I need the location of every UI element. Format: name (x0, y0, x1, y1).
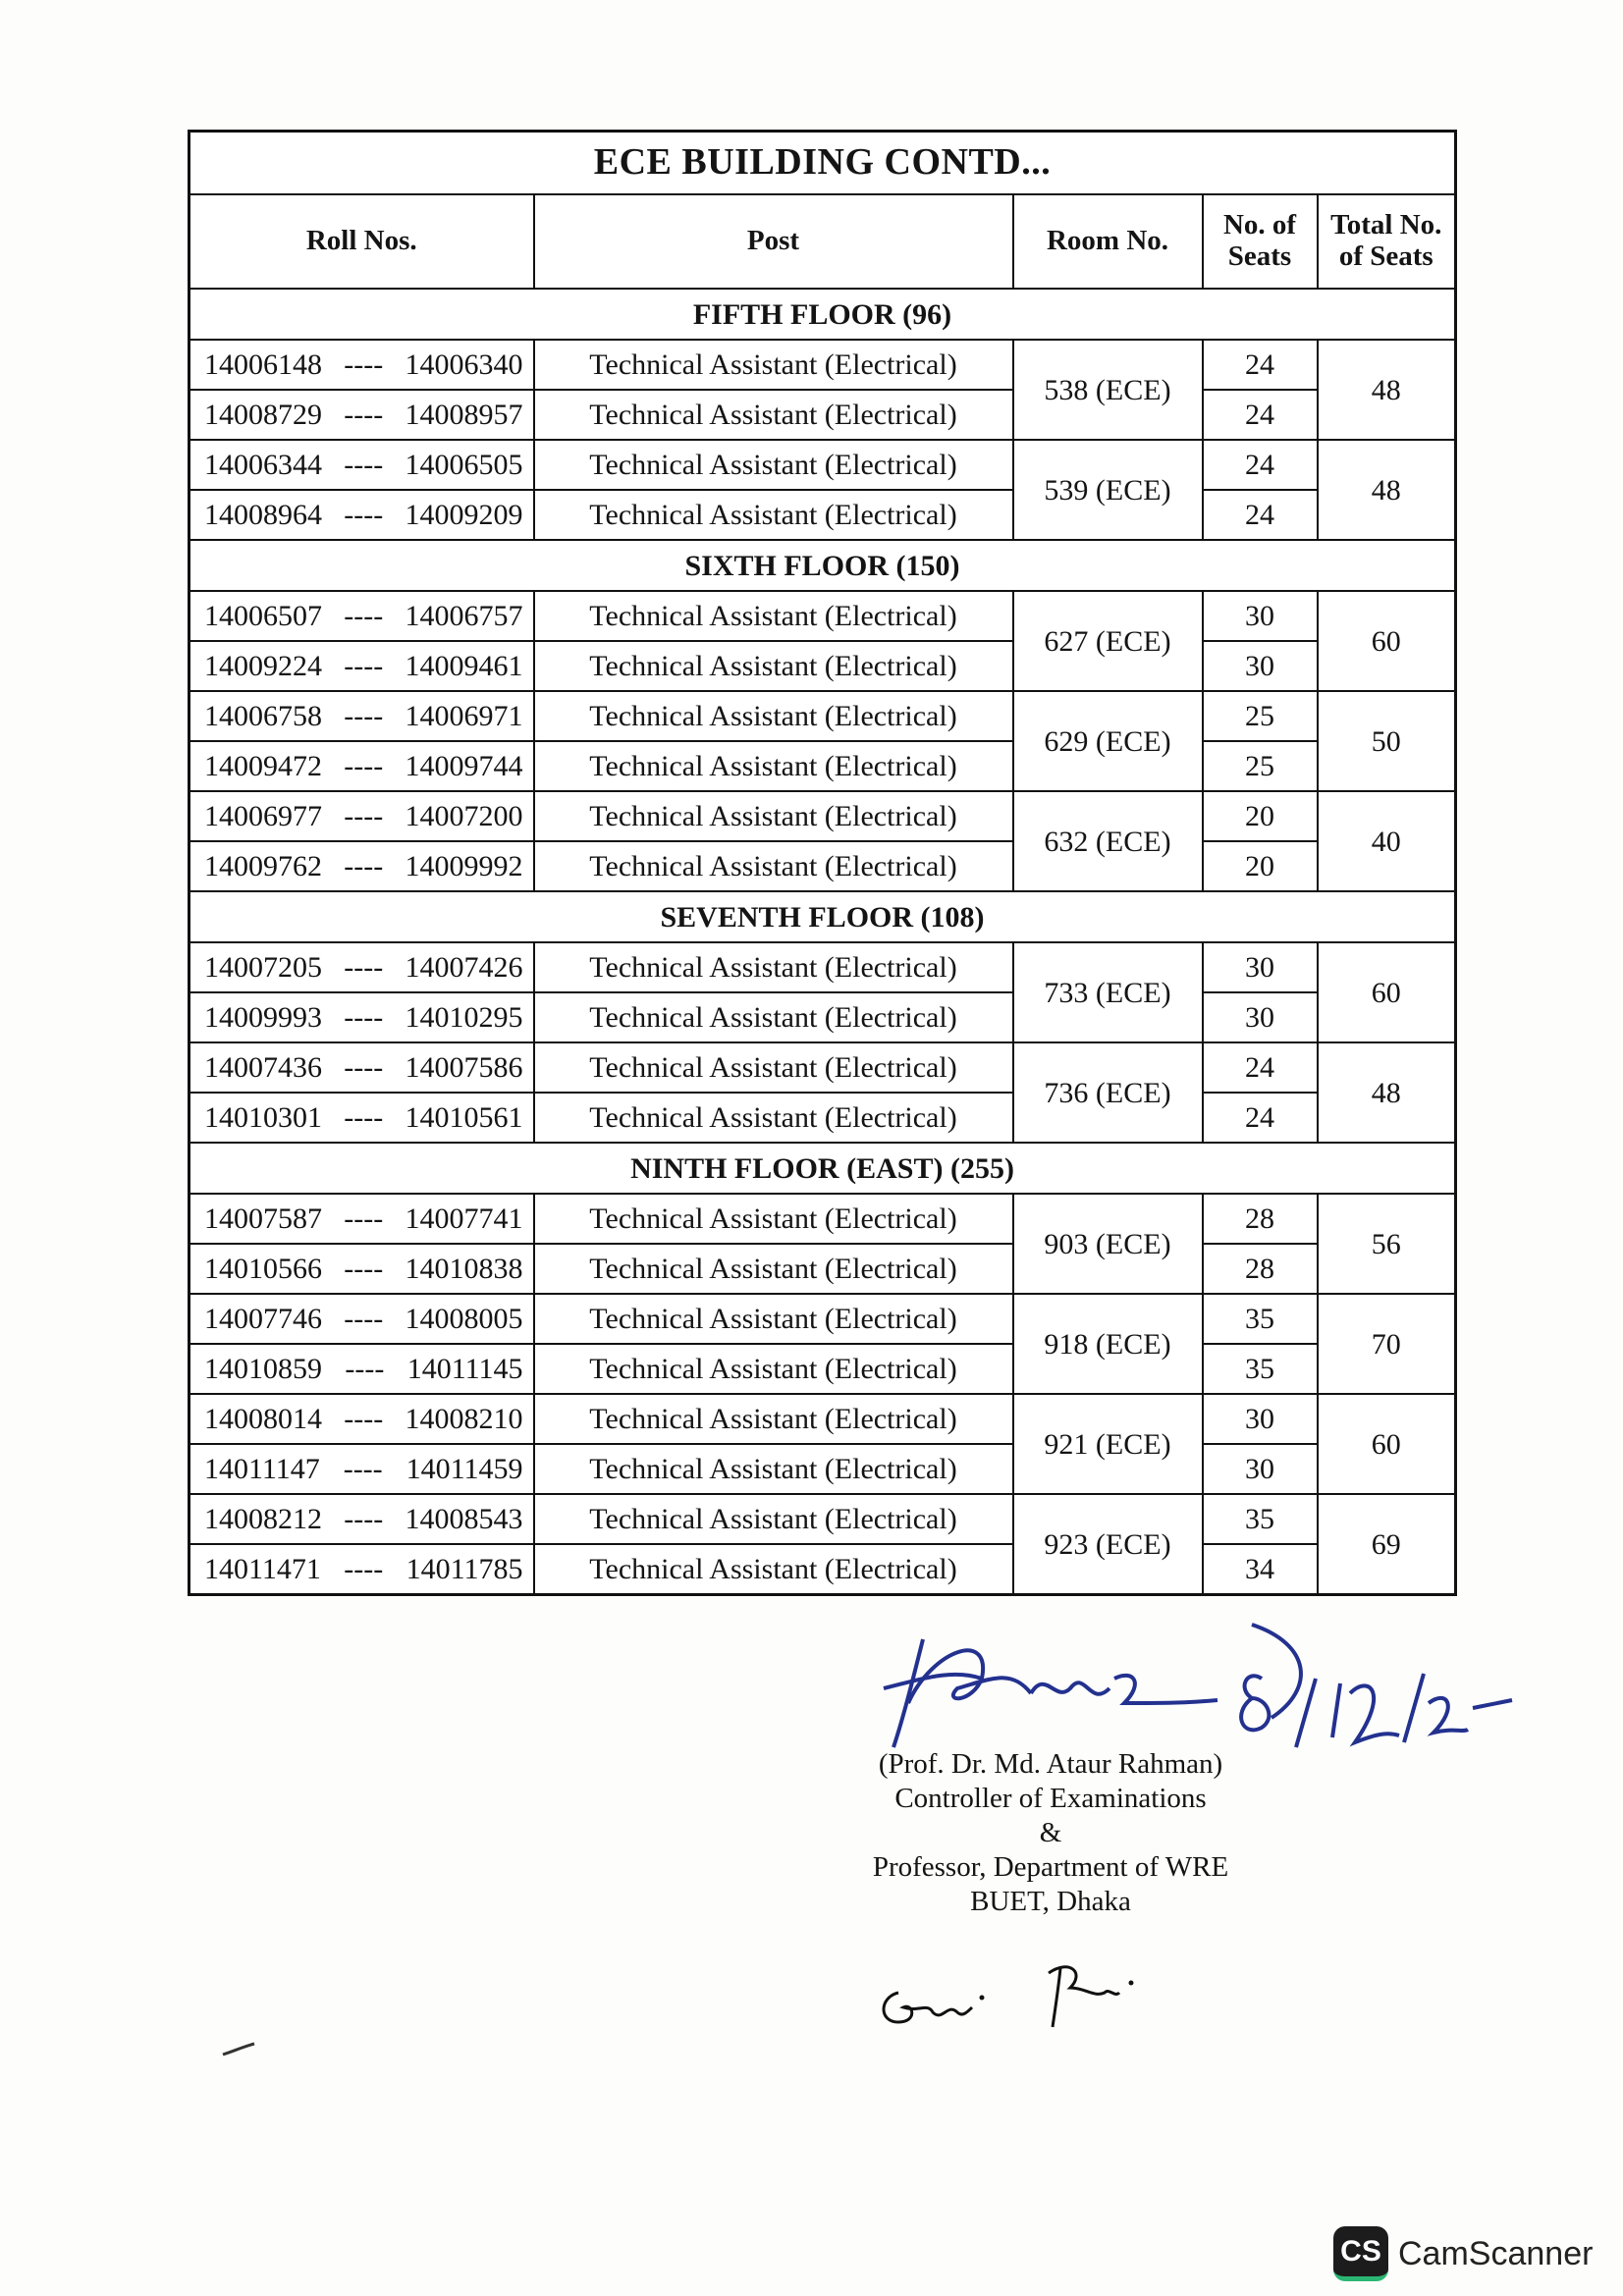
room-cell: 736 (ECE) (1013, 1042, 1203, 1143)
roll-separator: ---- (344, 449, 384, 481)
roll-separator: ---- (344, 1503, 384, 1535)
roll-from: 14010301 (204, 1101, 322, 1134)
roll-to: 14008957 (405, 399, 523, 431)
roll-separator: ---- (344, 650, 384, 682)
roll-range-cell (189, 791, 534, 841)
signatory-organization: BUET, Dhaka (970, 1886, 1131, 1917)
table-row (189, 1344, 1456, 1394)
roll-from: 14006344 (204, 449, 322, 481)
seats-cell: 25 (1203, 691, 1318, 741)
post-cell: Technical Assistant (Electrical) (534, 992, 1013, 1042)
roll-separator: ---- (344, 1553, 384, 1585)
roll-separator: ---- (344, 850, 384, 882)
post-cell: Technical Assistant (Electrical) (534, 1194, 1013, 1244)
roll-range (190, 1453, 533, 1485)
roll-from: 14008212 (204, 1503, 322, 1535)
roll-separator: ---- (344, 951, 384, 984)
room-cell: 733 (ECE) (1013, 942, 1203, 1042)
roll-separator: ---- (344, 1051, 384, 1084)
roll-from: 14007746 (204, 1303, 322, 1335)
roll-to: 14007200 (405, 800, 523, 832)
room-cell: 627 (ECE) (1013, 591, 1203, 691)
roll-from: 14010859 (204, 1353, 322, 1385)
roll-from: 14007205 (204, 951, 322, 984)
table-row (189, 741, 1456, 791)
room-cell: 918 (ECE) (1013, 1294, 1203, 1394)
roll-range-cell (189, 1244, 534, 1294)
roll-from: 14011147 (204, 1453, 320, 1485)
signature-scribble (864, 1610, 1257, 1757)
roll-range (190, 1303, 533, 1335)
roll-from: 14006977 (204, 800, 322, 832)
seats-cell: 24 (1203, 390, 1318, 440)
roll-range-cell (189, 741, 534, 791)
floor-heading: SEVENTH FLOOR (108) (189, 891, 1456, 942)
roll-from: 14009224 (204, 650, 322, 682)
header-room-no: Room No. (1013, 194, 1203, 289)
header-roll-nos: Roll Nos. (189, 194, 534, 289)
header-no-of-seats-line1: No. of (1222, 209, 1297, 241)
seats-cell: 25 (1203, 741, 1318, 791)
post-cell: Technical Assistant (Electrical) (534, 791, 1013, 841)
seats-cell: 30 (1203, 992, 1318, 1042)
post-cell: Technical Assistant (Electrical) (534, 1444, 1013, 1494)
table-body (189, 289, 1456, 1595)
roll-range (190, 1001, 533, 1034)
roll-range (190, 600, 533, 632)
roll-separator: ---- (344, 600, 384, 632)
roll-range (190, 1503, 533, 1535)
roll-to: 14008543 (405, 1503, 523, 1535)
roll-range-cell (189, 1494, 534, 1544)
post-cell: Technical Assistant (Electrical) (534, 1544, 1013, 1595)
total-seats-cell: 48 (1318, 1042, 1456, 1143)
roll-from: 14009762 (204, 850, 322, 882)
roll-to: 14011459 (406, 1453, 523, 1485)
roll-to: 14006971 (405, 700, 523, 732)
roll-from: 14006507 (204, 600, 322, 632)
total-seats-cell: 70 (1318, 1294, 1456, 1394)
total-seats-cell: 60 (1318, 942, 1456, 1042)
seats-cell: 24 (1203, 340, 1318, 390)
roll-separator: ---- (345, 1353, 385, 1385)
roll-range (190, 1353, 533, 1385)
table-row (189, 942, 1456, 992)
total-seats-cell: 56 (1318, 1194, 1456, 1294)
roll-to: 14007741 (405, 1202, 523, 1235)
post-cell: Technical Assistant (Electrical) (534, 390, 1013, 440)
signatory-name: (Prof. Dr. Md. Ataur Rahman) (878, 1748, 1223, 1780)
roll-to: 14009992 (405, 850, 523, 882)
post-cell: Technical Assistant (Electrical) (534, 741, 1013, 791)
total-seats-cell: 50 (1318, 691, 1456, 791)
table-row (189, 691, 1456, 741)
roll-range (190, 1202, 533, 1235)
header-total-seats-line2: of Seats (1338, 240, 1434, 272)
roll-range (190, 1403, 533, 1435)
roll-range-cell (189, 340, 534, 390)
room-cell: 538 (ECE) (1013, 340, 1203, 440)
seats-cell: 30 (1203, 641, 1318, 691)
total-seats-cell: 48 (1318, 340, 1456, 440)
roll-to: 14009744 (405, 750, 523, 782)
roll-to: 14008005 (405, 1303, 523, 1335)
post-cell: Technical Assistant (Electrical) (534, 1093, 1013, 1143)
room-cell: 539 (ECE) (1013, 440, 1203, 540)
post-cell: Technical Assistant (Electrical) (534, 1294, 1013, 1344)
roll-separator: ---- (344, 750, 384, 782)
seats-cell: 35 (1203, 1344, 1318, 1394)
header-total-seats (1318, 194, 1456, 289)
roll-range-cell (189, 992, 534, 1042)
initials-scribble (874, 1953, 1168, 2032)
post-cell: Technical Assistant (Electrical) (534, 340, 1013, 390)
floor-heading: NINTH FLOOR (EAST) (255) (189, 1143, 1456, 1194)
seat-plan-table (188, 130, 1457, 1596)
roll-range (190, 850, 533, 882)
roll-separator: ---- (344, 1253, 384, 1285)
post-cell: Technical Assistant (Electrical) (534, 942, 1013, 992)
table-row (189, 1394, 1456, 1444)
roll-separator: ---- (344, 1001, 384, 1034)
seats-cell: 28 (1203, 1244, 1318, 1294)
roll-from: 14006758 (204, 700, 322, 732)
seats-cell: 30 (1203, 1394, 1318, 1444)
roll-range (190, 650, 533, 682)
room-cell: 629 (ECE) (1013, 691, 1203, 791)
table-row (189, 1444, 1456, 1494)
table-row (189, 390, 1456, 440)
header-no-of-seats-line2: Seats (1227, 240, 1292, 272)
roll-range-cell (189, 1394, 534, 1444)
roll-separator: ---- (344, 399, 384, 431)
table-row (189, 1194, 1456, 1244)
room-cell: 921 (ECE) (1013, 1394, 1203, 1494)
roll-from: 14010566 (204, 1253, 322, 1285)
post-cell: Technical Assistant (Electrical) (534, 1244, 1013, 1294)
roll-range-cell (189, 942, 534, 992)
roll-separator: ---- (344, 800, 384, 832)
roll-to: 14006757 (405, 600, 523, 632)
table-row (189, 992, 1456, 1042)
signature-block (844, 1747, 1257, 1919)
post-cell: Technical Assistant (Electrical) (534, 1394, 1013, 1444)
roll-range-cell (189, 390, 534, 440)
roll-to: 14007586 (405, 1051, 523, 1084)
roll-from: 14011471 (204, 1553, 321, 1585)
roll-from: 14008729 (204, 399, 322, 431)
roll-range (190, 399, 533, 431)
table-row (189, 1042, 1456, 1093)
header-no-of-seats (1203, 194, 1318, 289)
post-cell: Technical Assistant (Electrical) (534, 1494, 1013, 1544)
roll-separator: ---- (344, 1403, 384, 1435)
roll-separator: ---- (344, 1303, 384, 1335)
post-cell: Technical Assistant (Electrical) (534, 591, 1013, 641)
header-post: Post (534, 194, 1013, 289)
table-row (189, 791, 1456, 841)
roll-range-cell (189, 1344, 534, 1394)
seats-cell: 34 (1203, 1544, 1318, 1595)
roll-range (190, 800, 533, 832)
post-cell: Technical Assistant (Electrical) (534, 1344, 1013, 1394)
floor-heading: SIXTH FLOOR (150) (189, 540, 1456, 591)
table-row (189, 1294, 1456, 1344)
roll-range-cell (189, 1444, 534, 1494)
roll-range-cell (189, 490, 534, 540)
room-cell: 923 (ECE) (1013, 1494, 1203, 1595)
roll-from: 14009472 (204, 750, 322, 782)
post-cell: Technical Assistant (Electrical) (534, 841, 1013, 891)
table-row (189, 340, 1456, 390)
seats-cell: 30 (1203, 1444, 1318, 1494)
total-seats-cell: 60 (1318, 591, 1456, 691)
seats-cell: 35 (1203, 1494, 1318, 1544)
table-row (189, 440, 1456, 490)
signatory-title: Controller of Examinations (894, 1783, 1207, 1814)
seats-cell: 35 (1203, 1294, 1318, 1344)
roll-to: 14009209 (405, 499, 523, 531)
seats-cell: 28 (1203, 1194, 1318, 1244)
roll-to: 14010295 (405, 1001, 523, 1034)
table-row (189, 841, 1456, 891)
room-cell: 903 (ECE) (1013, 1194, 1203, 1294)
camscanner-logo-icon: CS (1333, 2226, 1388, 2281)
seats-cell: 24 (1203, 440, 1318, 490)
roll-range (190, 951, 533, 984)
signatory-ampersand: & (1039, 1817, 1062, 1848)
table-row (189, 1544, 1456, 1595)
roll-range-cell (189, 1544, 534, 1595)
table-row (189, 490, 1456, 540)
roll-to: 14010838 (405, 1253, 523, 1285)
roll-to: 14010561 (405, 1101, 523, 1134)
roll-separator: ---- (343, 1453, 383, 1485)
roll-to: 14006505 (405, 449, 523, 481)
roll-from: 14006148 (204, 348, 322, 381)
roll-separator: ---- (344, 1101, 384, 1134)
stray-pen-mark (221, 2040, 260, 2059)
roll-from: 14008964 (204, 499, 322, 531)
post-cell: Technical Assistant (Electrical) (534, 691, 1013, 741)
post-cell: Technical Assistant (Electrical) (534, 641, 1013, 691)
roll-to: 14011785 (406, 1553, 523, 1585)
handwritten-date-scribble (1222, 1620, 1517, 1806)
total-seats-cell: 40 (1318, 791, 1456, 891)
roll-range (190, 1253, 533, 1285)
roll-range (190, 700, 533, 732)
roll-from: 14007587 (204, 1202, 322, 1235)
roll-to: 14006340 (405, 348, 523, 381)
roll-range-cell (189, 1042, 534, 1093)
roll-range (190, 499, 533, 531)
roll-range-cell (189, 641, 534, 691)
post-cell: Technical Assistant (Electrical) (534, 490, 1013, 540)
roll-range (190, 1553, 533, 1585)
roll-range (190, 449, 533, 481)
table-row (189, 591, 1456, 641)
roll-range-cell (189, 1093, 534, 1143)
seats-cell: 30 (1203, 591, 1318, 641)
table-row (189, 1494, 1456, 1544)
camscanner-watermark (1333, 2226, 1593, 2281)
total-seats-cell: 60 (1318, 1394, 1456, 1494)
room-cell: 632 (ECE) (1013, 791, 1203, 891)
roll-separator: ---- (344, 499, 384, 531)
seats-cell: 30 (1203, 942, 1318, 992)
seats-cell: 24 (1203, 1042, 1318, 1093)
roll-to: 14011145 (406, 1353, 523, 1385)
roll-from: 14009993 (204, 1001, 322, 1034)
table-title: ECE BUILDING CONTD... (189, 132, 1456, 195)
total-seats-cell: 48 (1318, 440, 1456, 540)
floor-heading: FIFTH FLOOR (96) (189, 289, 1456, 340)
roll-to: 14008210 (405, 1403, 523, 1435)
post-cell: Technical Assistant (Electrical) (534, 440, 1013, 490)
camscanner-app-name: CamScanner (1398, 2234, 1594, 2272)
roll-separator: ---- (344, 700, 384, 732)
roll-range-cell (189, 691, 534, 741)
roll-range-cell (189, 841, 534, 891)
seats-cell: 20 (1203, 791, 1318, 841)
roll-range-cell (189, 591, 534, 641)
roll-range (190, 348, 533, 381)
roll-from: 14007436 (204, 1051, 322, 1084)
table-row (189, 641, 1456, 691)
header-total-seats-line1: Total No. (1330, 209, 1442, 241)
table-row (189, 1093, 1456, 1143)
roll-from: 14008014 (204, 1403, 322, 1435)
total-seats-cell: 69 (1318, 1494, 1456, 1595)
seats-cell: 20 (1203, 841, 1318, 891)
roll-to: 14009461 (405, 650, 523, 682)
seats-cell: 24 (1203, 1093, 1318, 1143)
roll-range-cell (189, 1194, 534, 1244)
post-cell: Technical Assistant (Electrical) (534, 1042, 1013, 1093)
roll-range (190, 1101, 533, 1134)
roll-range (190, 750, 533, 782)
roll-range (190, 1051, 533, 1084)
seats-cell: 24 (1203, 490, 1318, 540)
roll-to: 14007426 (405, 951, 523, 984)
signatory-department: Professor, Department of WRE (872, 1851, 1229, 1883)
roll-separator: ---- (344, 348, 384, 381)
table-row (189, 1244, 1456, 1294)
roll-range-cell (189, 440, 534, 490)
roll-separator: ---- (344, 1202, 384, 1235)
roll-range-cell (189, 1294, 534, 1344)
